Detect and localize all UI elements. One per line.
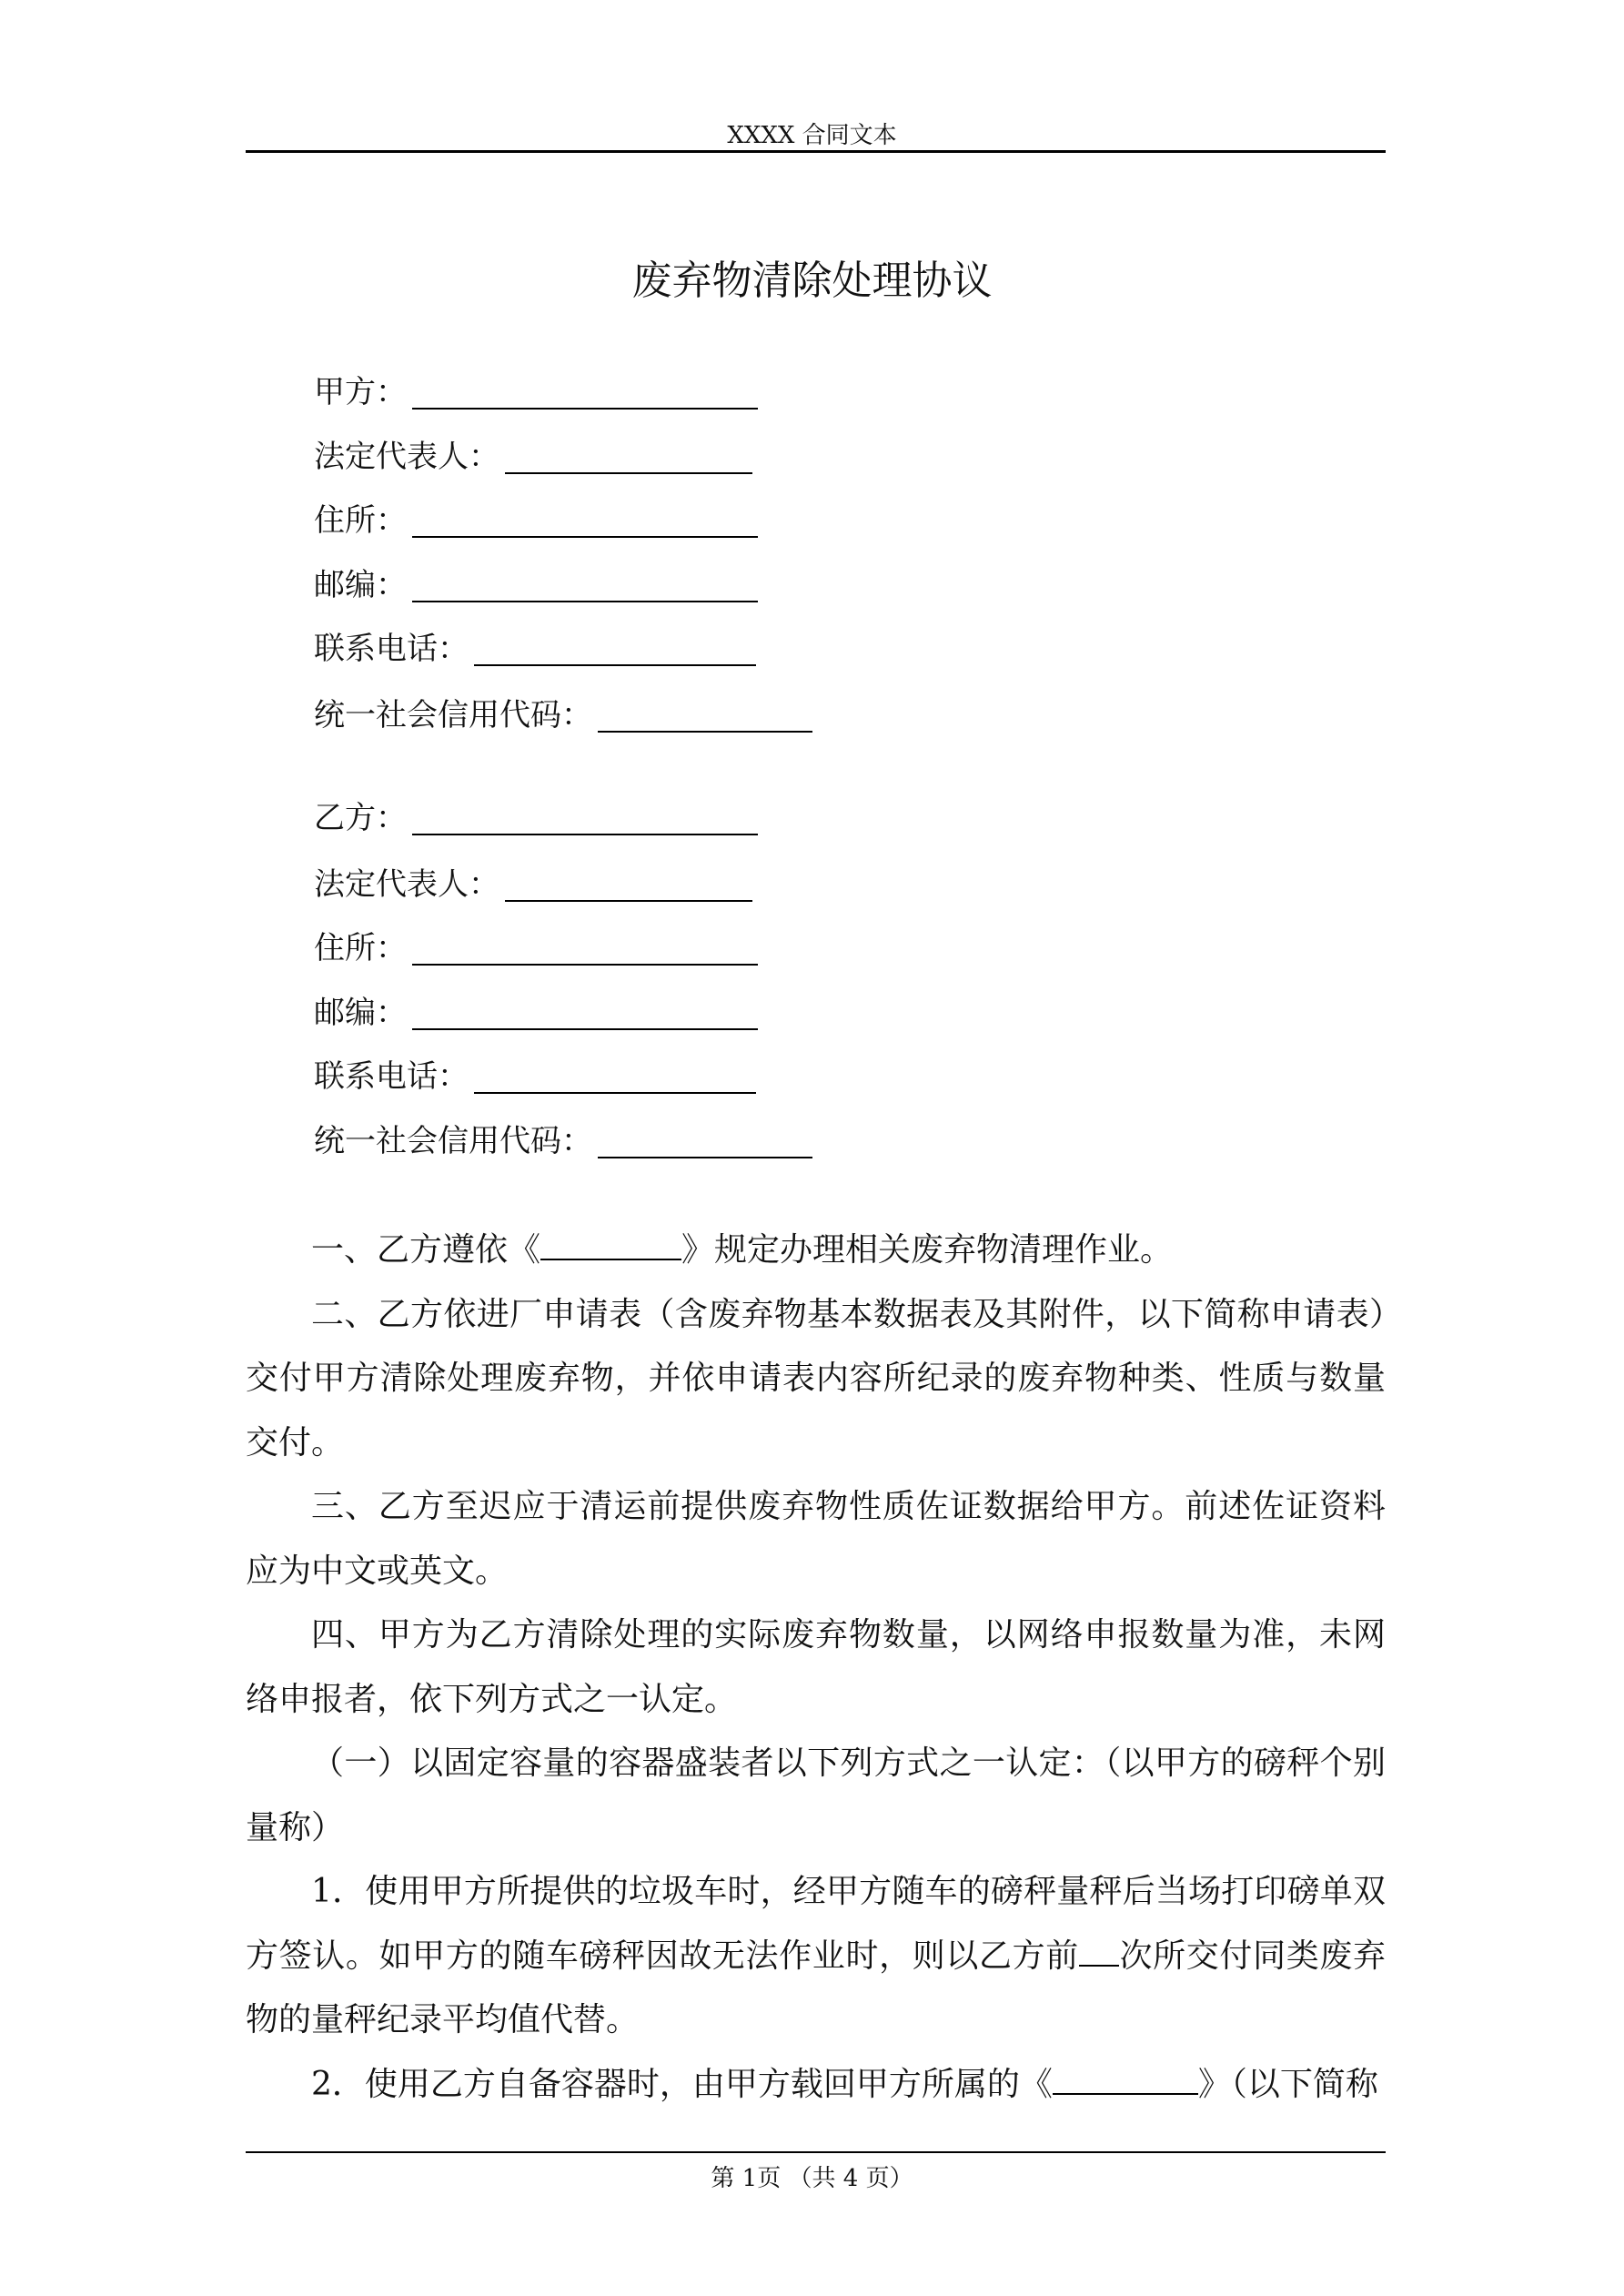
party-a-name-field bbox=[314, 369, 758, 415]
clause-4: 四、甲方为乙方清除处理的实际废弃物数量，以网络申报数量为准，未网络申报者，依下列方式之一认定。 bbox=[246, 1616, 1386, 1718]
fill-in-line[interactable] bbox=[412, 503, 758, 538]
document-title: 废弃物清除处理协议 bbox=[631, 258, 993, 304]
fill-in-blank[interactable] bbox=[540, 1229, 681, 1260]
clause-text: 1．使用甲方所提供的垃圾车时，经甲方随车的磅秤量秤后当场打印磅单双方签认。如甲方的随车磅秤因故无法作业时，则以乙方前 bbox=[246, 1873, 1386, 1975]
field-label: 住所： bbox=[314, 502, 407, 539]
field-label: 统一社会信用代码： bbox=[314, 1123, 592, 1159]
field-label: 法定代表人： bbox=[314, 439, 499, 475]
field-label: 联系电话： bbox=[314, 1058, 469, 1095]
fill-in-line[interactable] bbox=[598, 1124, 812, 1158]
party-a-credit-code-field bbox=[314, 693, 812, 738]
party-a-legal-rep-field bbox=[314, 434, 752, 480]
footer-rule bbox=[246, 2151, 1386, 2153]
party-b-phone-field bbox=[314, 1054, 756, 1099]
party-b-name-field bbox=[314, 795, 758, 841]
clauses-body bbox=[246, 1219, 1386, 2117]
clause-text: 》（以下简称 bbox=[1197, 2065, 1378, 2103]
field-label: 联系电话： bbox=[314, 631, 469, 667]
fill-in-blank[interactable] bbox=[1053, 2064, 1198, 2095]
clause-text: 次所交付同类废弃物的量秤纪录平均值代替。 bbox=[246, 1937, 1386, 2038]
fill-in-line[interactable] bbox=[412, 375, 758, 410]
fill-in-line[interactable] bbox=[412, 931, 758, 966]
field-label: 法定代表人： bbox=[314, 866, 499, 903]
fill-in-line[interactable] bbox=[598, 698, 812, 733]
fill-in-line[interactable] bbox=[505, 440, 752, 474]
field-label: 统一社会信用代码： bbox=[314, 697, 592, 733]
party-a-postcode-field bbox=[314, 562, 758, 608]
party-b-address-field bbox=[314, 925, 758, 971]
party-b-legal-rep-field bbox=[314, 862, 752, 907]
field-label: 乙方： bbox=[314, 800, 407, 836]
field-label: 邮编： bbox=[314, 567, 407, 603]
clause-4-1-item-1 bbox=[246, 1860, 1386, 2053]
clause-1 bbox=[246, 1219, 1386, 1283]
page-number: 第 1页 （共 4 页） bbox=[711, 2165, 913, 2192]
clause-text: 2．使用乙方自备容器时，由甲方载回甲方所属的《 bbox=[311, 2065, 1053, 2103]
running-header: XXXX 合同文本 bbox=[727, 122, 897, 149]
field-label: 住所： bbox=[314, 930, 407, 966]
party-a-address-field bbox=[314, 498, 758, 543]
field-label: 邮编： bbox=[314, 995, 407, 1031]
party-b-postcode-field bbox=[314, 990, 758, 1036]
field-label: 甲方： bbox=[314, 374, 407, 410]
fill-in-line[interactable] bbox=[474, 1059, 756, 1094]
fill-in-line[interactable] bbox=[412, 568, 758, 602]
clause-2: 二、乙方依进厂申请表（含废弃物基本数据表及其附件，以下简称申请表）交付甲方清除处理废弃物，并依申请表内容所纪录的废弃物种类、性质与数量交付。 bbox=[246, 1295, 1386, 1462]
party-b-credit-code-field bbox=[314, 1118, 812, 1164]
header-rule bbox=[246, 150, 1386, 153]
clause-text: 》规定办理相关废弃物清理作业。 bbox=[681, 1231, 1174, 1269]
fill-in-line[interactable] bbox=[505, 867, 752, 902]
clause-text: 一、乙方遵依《 bbox=[311, 1231, 541, 1269]
fill-in-line[interactable] bbox=[412, 801, 758, 835]
fill-in-line[interactable] bbox=[412, 996, 758, 1030]
clause-4-1: （一）以固定容量的容器盛装者以下列方式之一认定：（以甲方的磅秤个别量称） bbox=[246, 1745, 1386, 1846]
party-a-phone-field bbox=[314, 626, 756, 672]
clause-4-1-item-2 bbox=[246, 2053, 1386, 2118]
clause-3: 三、乙方至迟应于清运前提供废弃物性质佐证数据给甲方。前述佐证资料应为中文或英文。 bbox=[246, 1488, 1386, 1590]
fill-in-blank[interactable] bbox=[1079, 1936, 1119, 1967]
fill-in-line[interactable] bbox=[474, 632, 756, 666]
